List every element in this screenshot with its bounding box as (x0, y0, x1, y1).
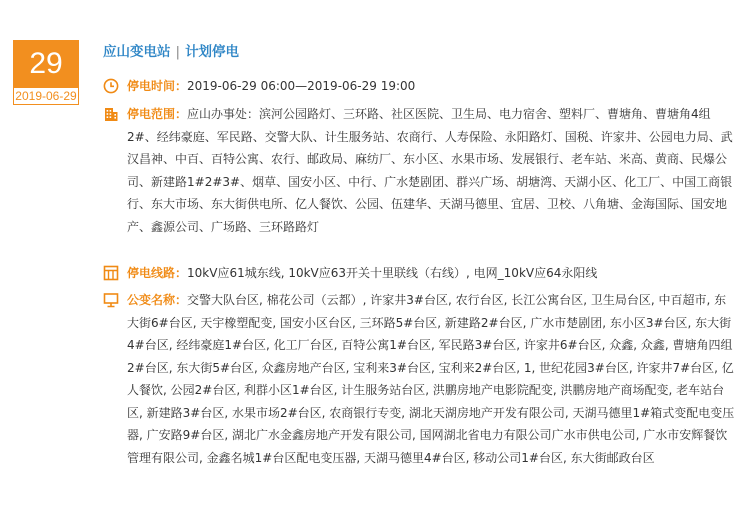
power-line-icon (103, 265, 119, 281)
date-full: 2019-06-29 (13, 88, 79, 105)
outage-line-row (103, 262, 735, 285)
transformer-label: 公变名称： (127, 293, 188, 307)
monitor-icon (103, 292, 119, 308)
outage-scope-value: 应山办事处：滨河公园路灯、三环路、社区医院、卫生局、电力宿舍、塑料厂、曹塘角、曹塘角4组2#、经纬豪庭、军民路、交警大队、计生服务站、农商行、人寿保险、永阳路灯、国税、许家井、公园电力局、武汉昌神、中百、百特公寓、农行、邮政局、麻纺厂、东小区、水果市场、发展银行、老车站、米高、黄商、民爆公司、新建路1#2#3#、烟草、国安小区、中行、广水楚剧团、群兴广场、胡塘湾、天湖小区、化工厂、中国工商银行、东大市场、东大街供电所、亿人餐饮、公园、伍建华、天湖马德里、宜居、卫校、八角塘、金海国际、国安地产、鑫源公司、广场路、三环路路灯 (127, 107, 733, 234)
outage-line-label: 停电线路： (127, 266, 188, 280)
clock-icon (103, 78, 119, 94)
building-icon (103, 106, 119, 122)
date-day: 29 (13, 40, 79, 88)
substation-name: 应山变电站 (103, 44, 171, 60)
outage-type: 计划停电 (185, 44, 240, 60)
outage-title[interactable] (103, 40, 239, 60)
date-badge (13, 40, 79, 106)
outage-time-row (103, 75, 735, 98)
outage-scope-label: 停电范围： (127, 107, 188, 121)
outage-time-value: 2019-06-29 06:00—2019-06-29 19:00 (187, 79, 416, 93)
outage-line-value: 10kV应61城东线, 10kV应63开关十里联线（右线）, 电网_10kV应64永阳线 (187, 266, 598, 280)
outage-scope-row (103, 103, 735, 238)
title-separator: | (175, 44, 181, 60)
transformer-row (103, 289, 735, 469)
outage-time-label: 停电时间： (127, 79, 188, 93)
transformer-value: 交警大队台区, 棉花公司（云都）, 许家井3#台区, 农行台区, 长江公寓台区, 卫生局台区, 中百超市, 东大街6#台区, 天宇橡塑配变, 国安小区台区, 三环路5#台区, 新建路2#台区, 广水市楚剧团, 东小区3#台区, 东大街4#台区, 经纬豪庭1#台区, 化工厂台区, 百特公寓1#台区, 军民路3#台区, 许家井6#台区, 众鑫, 众鑫, 曹塘角四组2#台区, 东大街5#台区, 众鑫房地产台区, 宝利来3#台区, 宝利来2#台区, 1, 世纪花园3#台区, 许家井7#台区, 亿人餐饮, 公园2#台区, 利群小区1#台区, 计生服务站台区, 洪鹏房地产电影院配变, 洪鹏房地产商场配变, 老车站台区, 新建路3#台区, 水果市场2#台区, 农商银行专变, 湖北天湖房地产开发有限公司, 天湖马德里1#箱式变配电变压器, 广安路9#台区, 湖北广水金鑫房地产开发有限公司, 国网湖北省电力有限公司广水市供电公司, 广水市安辉餐饮管理有限公司, 金鑫名城1#台区配电变压器, 天湖马德里4#台区, 移动公司1#台区, 东大街邮政台区 (127, 293, 735, 465)
